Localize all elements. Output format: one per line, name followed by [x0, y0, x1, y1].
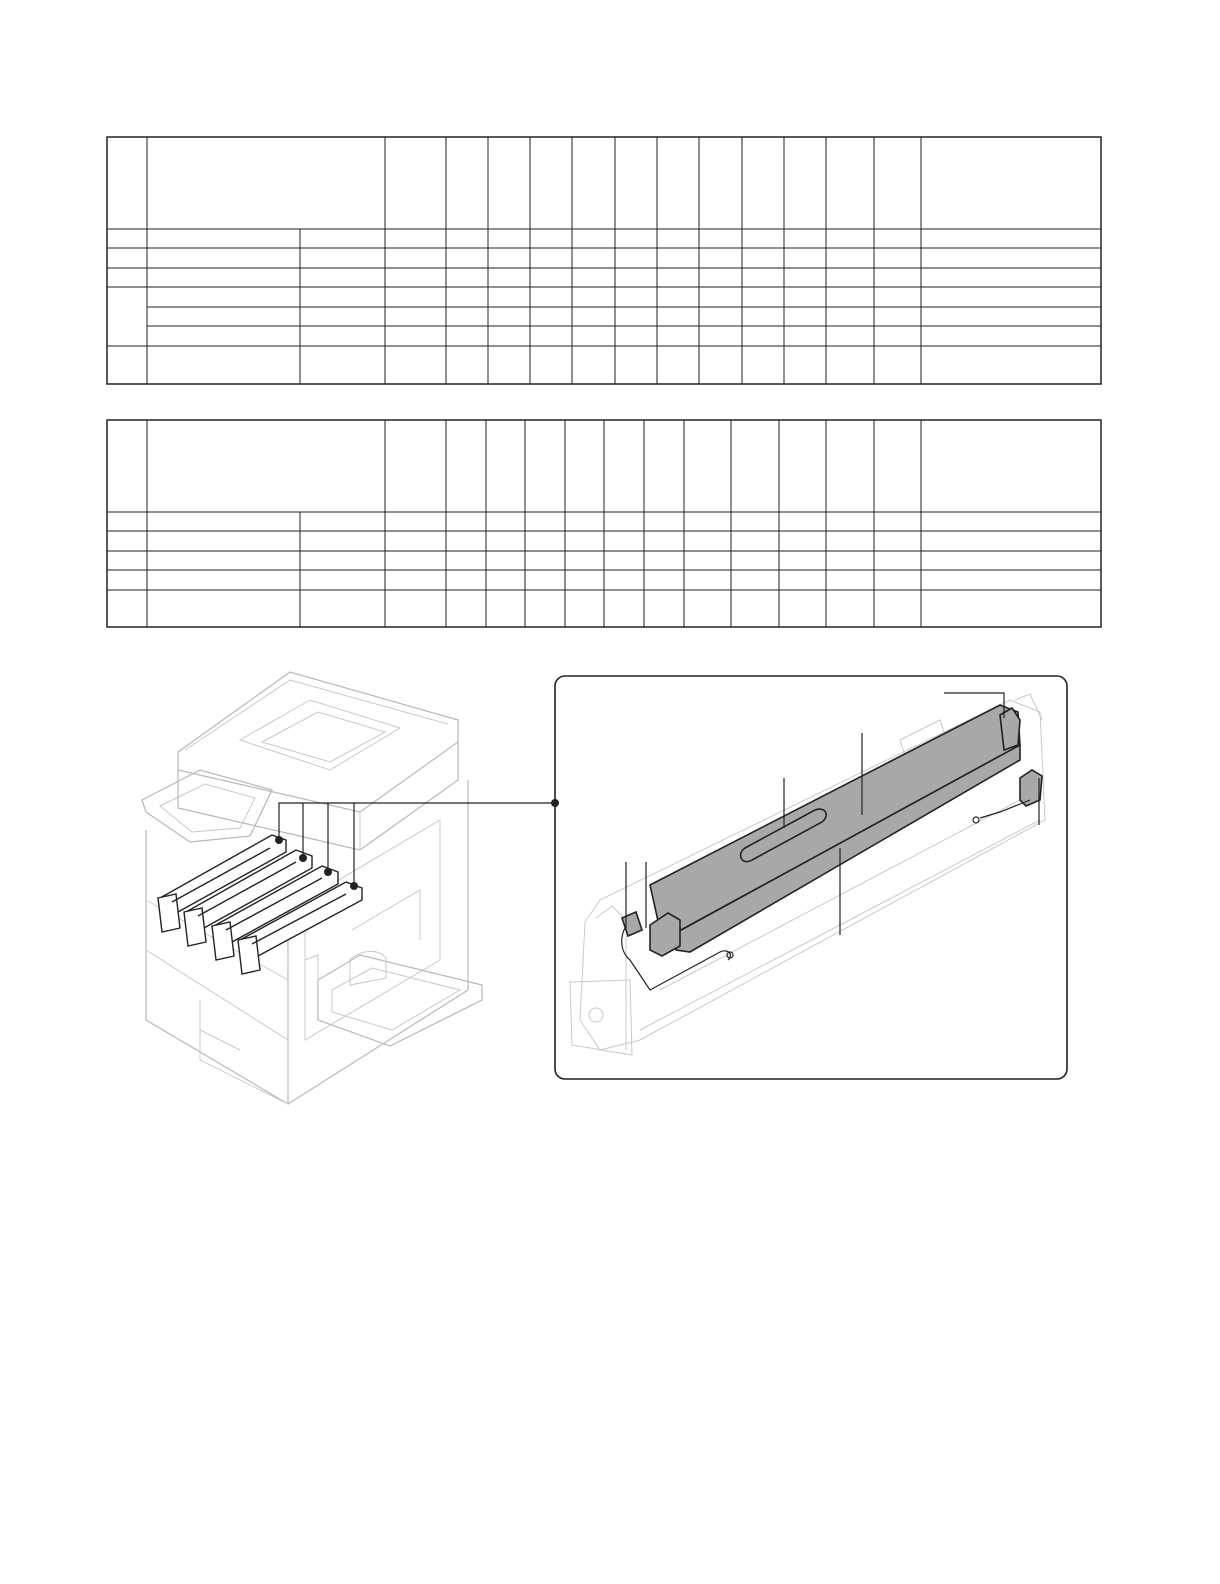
detail-panel [555, 676, 1067, 1079]
photoconductor-units-left [158, 835, 362, 974]
callout-dot-2 [299, 854, 307, 862]
callout-dot-1 [275, 836, 283, 844]
right-end-part [1000, 708, 1020, 750]
cover-part [650, 705, 1020, 935]
callout-dot-4 [350, 882, 358, 890]
callout-dot-3 [324, 868, 332, 876]
